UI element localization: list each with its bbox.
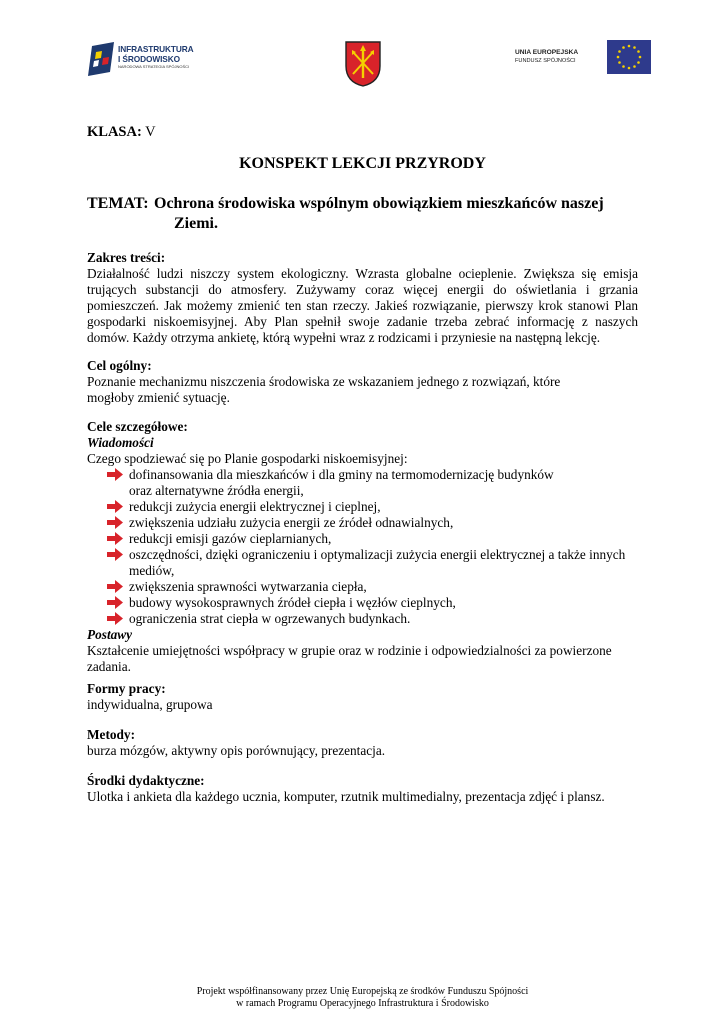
metody-heading: Metody: bbox=[87, 727, 135, 742]
list-item-text: oszczędności, dzięki ograniczeniu i optymalizacji zużycia energii elektrycznej a także innych mediów, bbox=[129, 547, 626, 578]
eu-logo bbox=[515, 40, 651, 76]
list-item bbox=[87, 547, 638, 579]
wiadomosci-label: Wiadomości bbox=[87, 435, 154, 450]
formy-text: indywidualna, grupowa bbox=[87, 697, 213, 712]
cel-heading: Cel ogólny: bbox=[87, 358, 152, 373]
list-item bbox=[87, 579, 638, 595]
metody-section bbox=[87, 727, 638, 759]
logo-left-line1: INFRASTRUKTURA bbox=[118, 44, 194, 54]
footer-line2: w ramach Programu Operacyjnego Infrastruktura i Środowisko bbox=[236, 998, 489, 1009]
cele-section bbox=[87, 419, 638, 675]
list-item-text: redukcji emisji gazów cieplarnianych, bbox=[129, 531, 332, 546]
cel-text: Poznanie mechanizmu niszczenia środowiska ze wskazaniem jednego z rozwiązań, które mogłoby zmienić sytuację. bbox=[87, 374, 561, 405]
list-item bbox=[87, 515, 638, 531]
logo-left-line3: NARODOWA STRATEGIA SPÓJNOŚCI bbox=[118, 64, 190, 69]
cele-heading: Cele szczegółowe: bbox=[87, 419, 188, 434]
red-arrow-icon bbox=[106, 596, 124, 609]
srodki-section bbox=[87, 773, 638, 805]
red-arrow-icon bbox=[106, 468, 124, 481]
list-item-text: budowy wysokosprawnych źródeł ciepła i węzłów cieplnych, bbox=[129, 595, 456, 610]
red-arrow-icon bbox=[106, 532, 124, 545]
eu-flag-icon bbox=[607, 40, 651, 74]
temat-label: TEMAT: bbox=[87, 195, 149, 212]
footer-line1: Projekt współfinansowany przez Unię Europejską ze środków Funduszu Spójności bbox=[196, 986, 529, 997]
srodki-text: Ulotka i ankieta dla każdego ucznia, komputer, rzutnik multimedialny, prezentacja zdjęć i plansz. bbox=[87, 789, 605, 804]
red-arrow-icon bbox=[106, 612, 124, 625]
page-footer bbox=[87, 986, 638, 1010]
list-item-text: dofinansowania dla mieszkańców i dla gminy na termomodernizację budynków oraz alternatywne źródła energii, bbox=[129, 467, 554, 498]
list-item bbox=[87, 499, 638, 515]
zakres-heading: Zakres treści: bbox=[87, 250, 166, 265]
red-arrow-icon bbox=[106, 548, 124, 561]
coat-of-arms-icon bbox=[344, 40, 382, 88]
logo-right-line1: UNIA EUROPEJSKA bbox=[515, 49, 579, 56]
red-arrow-icon bbox=[106, 580, 124, 593]
list-item-text: ograniczenia strat ciepła w ogrzewanych budynkach. bbox=[129, 611, 411, 626]
cel-section bbox=[87, 358, 638, 406]
infrastruktura-logo bbox=[88, 40, 200, 80]
list-item bbox=[87, 467, 638, 499]
logo-left-line2: I ŚRODOWISKO bbox=[118, 53, 180, 64]
formy-section bbox=[87, 681, 638, 713]
formy-heading: Formy pracy: bbox=[87, 681, 166, 696]
list-item-text: redukcji zużycia energii elektrycznej i cieplnej, bbox=[129, 499, 381, 514]
temat-block bbox=[87, 194, 638, 234]
temat-line1: Ochrona środowiska wspólnym obowiązkiem mieszkańców naszej bbox=[154, 195, 604, 212]
klasa-value: V bbox=[145, 124, 156, 140]
postawy-text: Kształcenie umiejętności współpracy w grupie oraz w rodzinie i odpowiedzialności za powierzone zadania. bbox=[87, 643, 612, 674]
red-arrow-icon bbox=[106, 500, 124, 513]
red-arrow-icon bbox=[106, 516, 124, 529]
page-title: KONSPEKT LEKCJI PRZYRODY bbox=[239, 155, 486, 172]
eu-funds-flag-icon bbox=[88, 42, 116, 76]
goals-list bbox=[87, 467, 638, 627]
list-item bbox=[87, 531, 638, 547]
klasa-line bbox=[87, 124, 638, 140]
list-item-text: zwiększenia udziału zużycia energii ze źródeł odnawialnych, bbox=[129, 515, 454, 530]
klasa-label: KLASA: bbox=[87, 124, 142, 140]
metody-text: burza mózgów, aktywny opis porównujący, prezentacja. bbox=[87, 743, 386, 758]
temat-line2: Ziemi. bbox=[174, 215, 218, 232]
zakres-text: Działalność ludzi niszczy system ekologiczny. Wzrasta globalne ocieplenie. Zwiększa się emisja trujących substancji do atmosfery. Zużywamy coraz więcej energii do oświetlania i grzania pomieszczeń. Jak możemy zmienić ten stan rzeczy. Jakieś rozwiązanie, pierwszy krok stanowi Plan gospodarki niskoemisyjnej. Aby Plan spełnił swoje zadanie trzeba zebrać informację z naszych domów. Każdy otrzyma ankietę, którą wypełni wraz z rodzicami i przyniesie na następną lekcję. bbox=[87, 266, 638, 345]
cele-intro: Czego spodziewać się po Planie gospodarki niskoemisyjnej: bbox=[87, 451, 408, 466]
postawy-label: Postawy bbox=[87, 627, 133, 642]
srodki-heading: Środki dydaktyczne: bbox=[87, 773, 205, 788]
list-item bbox=[87, 611, 638, 627]
logo-right-line2: FUNDUSZ SPÓJNOŚCI bbox=[515, 58, 576, 64]
zakres-section bbox=[87, 250, 638, 346]
list-item bbox=[87, 595, 638, 611]
list-item-text: zwiększenia sprawności wytwarzania ciepła, bbox=[129, 579, 367, 594]
